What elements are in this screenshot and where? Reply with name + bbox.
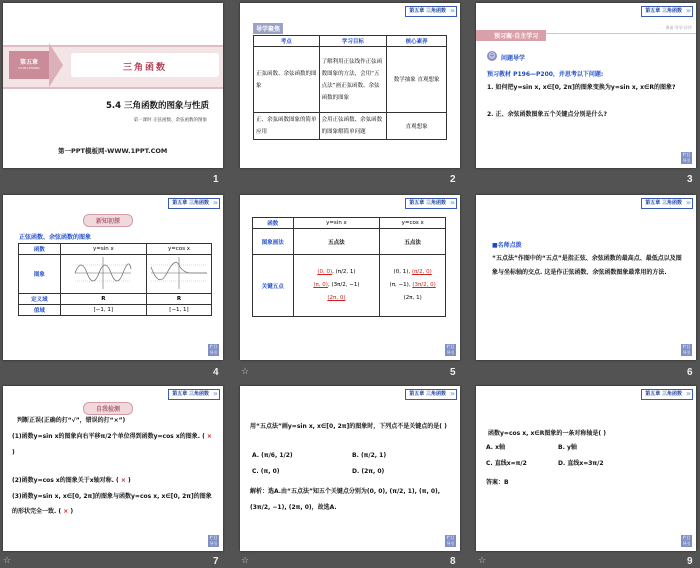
slide-thumbnail-1[interactable]	[3, 3, 223, 168]
option-a: A. x轴	[486, 444, 505, 451]
option-c: C. (π, 0)	[252, 468, 280, 475]
slide-number: 3	[687, 174, 693, 185]
chapter-title-box: 三角函数	[71, 53, 219, 77]
slide-number: 7	[213, 556, 219, 567]
chapter-tag: 第五章 三角函数 »	[168, 389, 220, 400]
heading: 问题导学	[501, 55, 526, 62]
chapter-tag: 第五章 三角函数 »	[641, 6, 693, 17]
question: 函数y=cos x, x∈R图象的一条对称轴是( )	[488, 430, 606, 437]
chapter-tag: 第五章 三角函数 »	[405, 389, 457, 400]
item-3: (3)函数y=sin x, x∈[0, 2π]的图象与函数y=cos x, x∈[0, 2π]的图象的形状完全一致. ( × )	[12, 493, 212, 515]
sine-graph	[60, 255, 146, 294]
analysis: 解析：选A.由“五点法”知五个关键点分别为(0, 0), (π/2, 1), (π, 0), (3π/2, −1), (2π, 0)，故选A.	[250, 488, 441, 511]
slide-number: 6	[687, 367, 693, 378]
option-c: C. 直线x=π/2	[486, 460, 527, 467]
heading: ■名师点拨	[492, 242, 522, 249]
slide-thumbnail-2[interactable]	[240, 3, 460, 168]
banner: 自我检测	[83, 402, 133, 415]
question-1: 1. 如何把y=sin x, x∈[0, 2π]的图象变换为y=sin x, x∈R的图象?	[487, 84, 676, 91]
lesson-subtitle: 第一课时 正弦函数、余弦函数的图象	[133, 118, 207, 123]
star-icon[interactable]: ☆	[241, 367, 250, 377]
star-icon[interactable]: ☆	[3, 556, 12, 566]
slide-thumbnail-6[interactable]	[476, 195, 696, 360]
smiley-icon: ☺	[488, 52, 496, 60]
subtitle: 正弦函数、余弦函数的图象	[19, 234, 92, 241]
question-2: 2. 正、余弦函数图象五个关键点分别是什么?	[487, 111, 608, 118]
option-b: B. y轴	[558, 444, 577, 451]
slide-thumbnail-8[interactable]	[240, 386, 460, 551]
slide-number: 4	[213, 367, 219, 378]
section-banner: 预习案·自主学习 课前·导学·诊评	[476, 23, 696, 34]
intro: 预习教材 P196—P200，并思考以下问题:	[487, 71, 604, 78]
graph-table: 函数 y=sin x y=cos x 图象 定义域 R R 值域 [−1, 1] [−1, 1]	[18, 243, 212, 316]
question: 用“五点法”画y=sin x, x∈[0, 2π]的图象时，下列点不是关键点的是( )	[250, 423, 447, 430]
back-button[interactable]: 栏目导引	[209, 344, 218, 355]
back-button[interactable]: 栏目导引	[682, 344, 691, 355]
item-1: (1)函数y=sin x的图象向右平移π/2个单位得到函数y=cos x的图象. ( × )	[12, 433, 212, 456]
back-button[interactable]: 栏目导引	[446, 344, 455, 355]
option-b: B. (π/2, 1)	[352, 452, 387, 459]
slide-thumbnail-4[interactable]	[3, 195, 223, 360]
slide-number: 9	[687, 556, 693, 567]
option-d: D. (2π, 0)	[352, 468, 385, 475]
slide-thumbnail-9[interactable]	[476, 386, 696, 551]
section-title: 5.4 三角函数的图象与性质	[105, 101, 209, 111]
objectives-table: 考点 学习目标 核心素养 正弦函数、余弦函数的图象 了解利用正弦线作正弦函数图象的方法，会用“五点法”画正弦函数、余弦函数的图象 数学抽象 直观想象 正、余弦函数图象的简单应用 会用正弦函数、余弦函数的图象解简单问题 直观想象	[253, 35, 447, 140]
arrow-shape	[49, 43, 63, 87]
back-button[interactable]: 栏目导引	[446, 535, 455, 546]
footer-url: 第一PPT模板网-WWW.1PPT.COM	[58, 147, 168, 155]
chapter-badge: 第五章 DI WU ZHANG	[9, 51, 49, 79]
chapter-tag: 第五章 三角函数 »	[168, 198, 220, 209]
slide-number: 8	[450, 556, 456, 567]
chapter-tag: 第五章 三角函数 »	[641, 198, 693, 209]
chapter-tag: 第五章 三角函数 »	[405, 6, 457, 17]
star-icon[interactable]: ☆	[241, 556, 250, 566]
question: 判断正误(正确的打“√”，错误的打“×”)	[17, 417, 126, 424]
five-point-table: 函数 y=sin x y=cos x 图象画法 五点法 五点法 关键五点 (0, 0), (π/2, 1) (π, 0), (3π/2, −1) (2π, 0) (0, 1), (π/2, 0) (π, −1), (3π/2, 0) (2π, 1)	[252, 217, 446, 317]
chapter-tag: 第五章 三角函数 »	[405, 198, 457, 209]
heading-badge: 导学聚焦	[253, 23, 283, 34]
option-d: D. 直线x=3π/2	[558, 460, 604, 467]
answer: 答案：B	[486, 479, 509, 486]
cosine-graph	[147, 255, 212, 294]
slide-thumbnail-5[interactable]	[240, 195, 460, 360]
slide-number: 2	[450, 174, 456, 185]
option-a: A. (π/6, 1/2)	[252, 452, 293, 459]
back-button[interactable]: 栏目导引	[682, 535, 691, 546]
slide-thumbnail-7[interactable]	[3, 386, 223, 551]
body-text: “五点法”作图中的“五点”是指正弦、余弦函数的最高点、最低点以及图象与坐标轴的交点. 这是作正弦函数、余弦函数图象最常用的方法.	[492, 255, 682, 276]
slide-number: 5	[450, 367, 456, 378]
slide-number: 1	[213, 174, 219, 185]
item-2: (2)函数y=cos x的图象关于x轴对称. ( × )	[12, 477, 131, 484]
back-button[interactable]: 栏目导引	[209, 535, 218, 546]
star-icon[interactable]: ☆	[478, 556, 487, 566]
slide-thumbnail-3[interactable]	[476, 3, 696, 168]
back-button[interactable]: 栏目导引	[682, 152, 691, 163]
chapter-tag: 第五章 三角函数 »	[641, 389, 693, 400]
banner: 新知初探	[83, 214, 133, 227]
